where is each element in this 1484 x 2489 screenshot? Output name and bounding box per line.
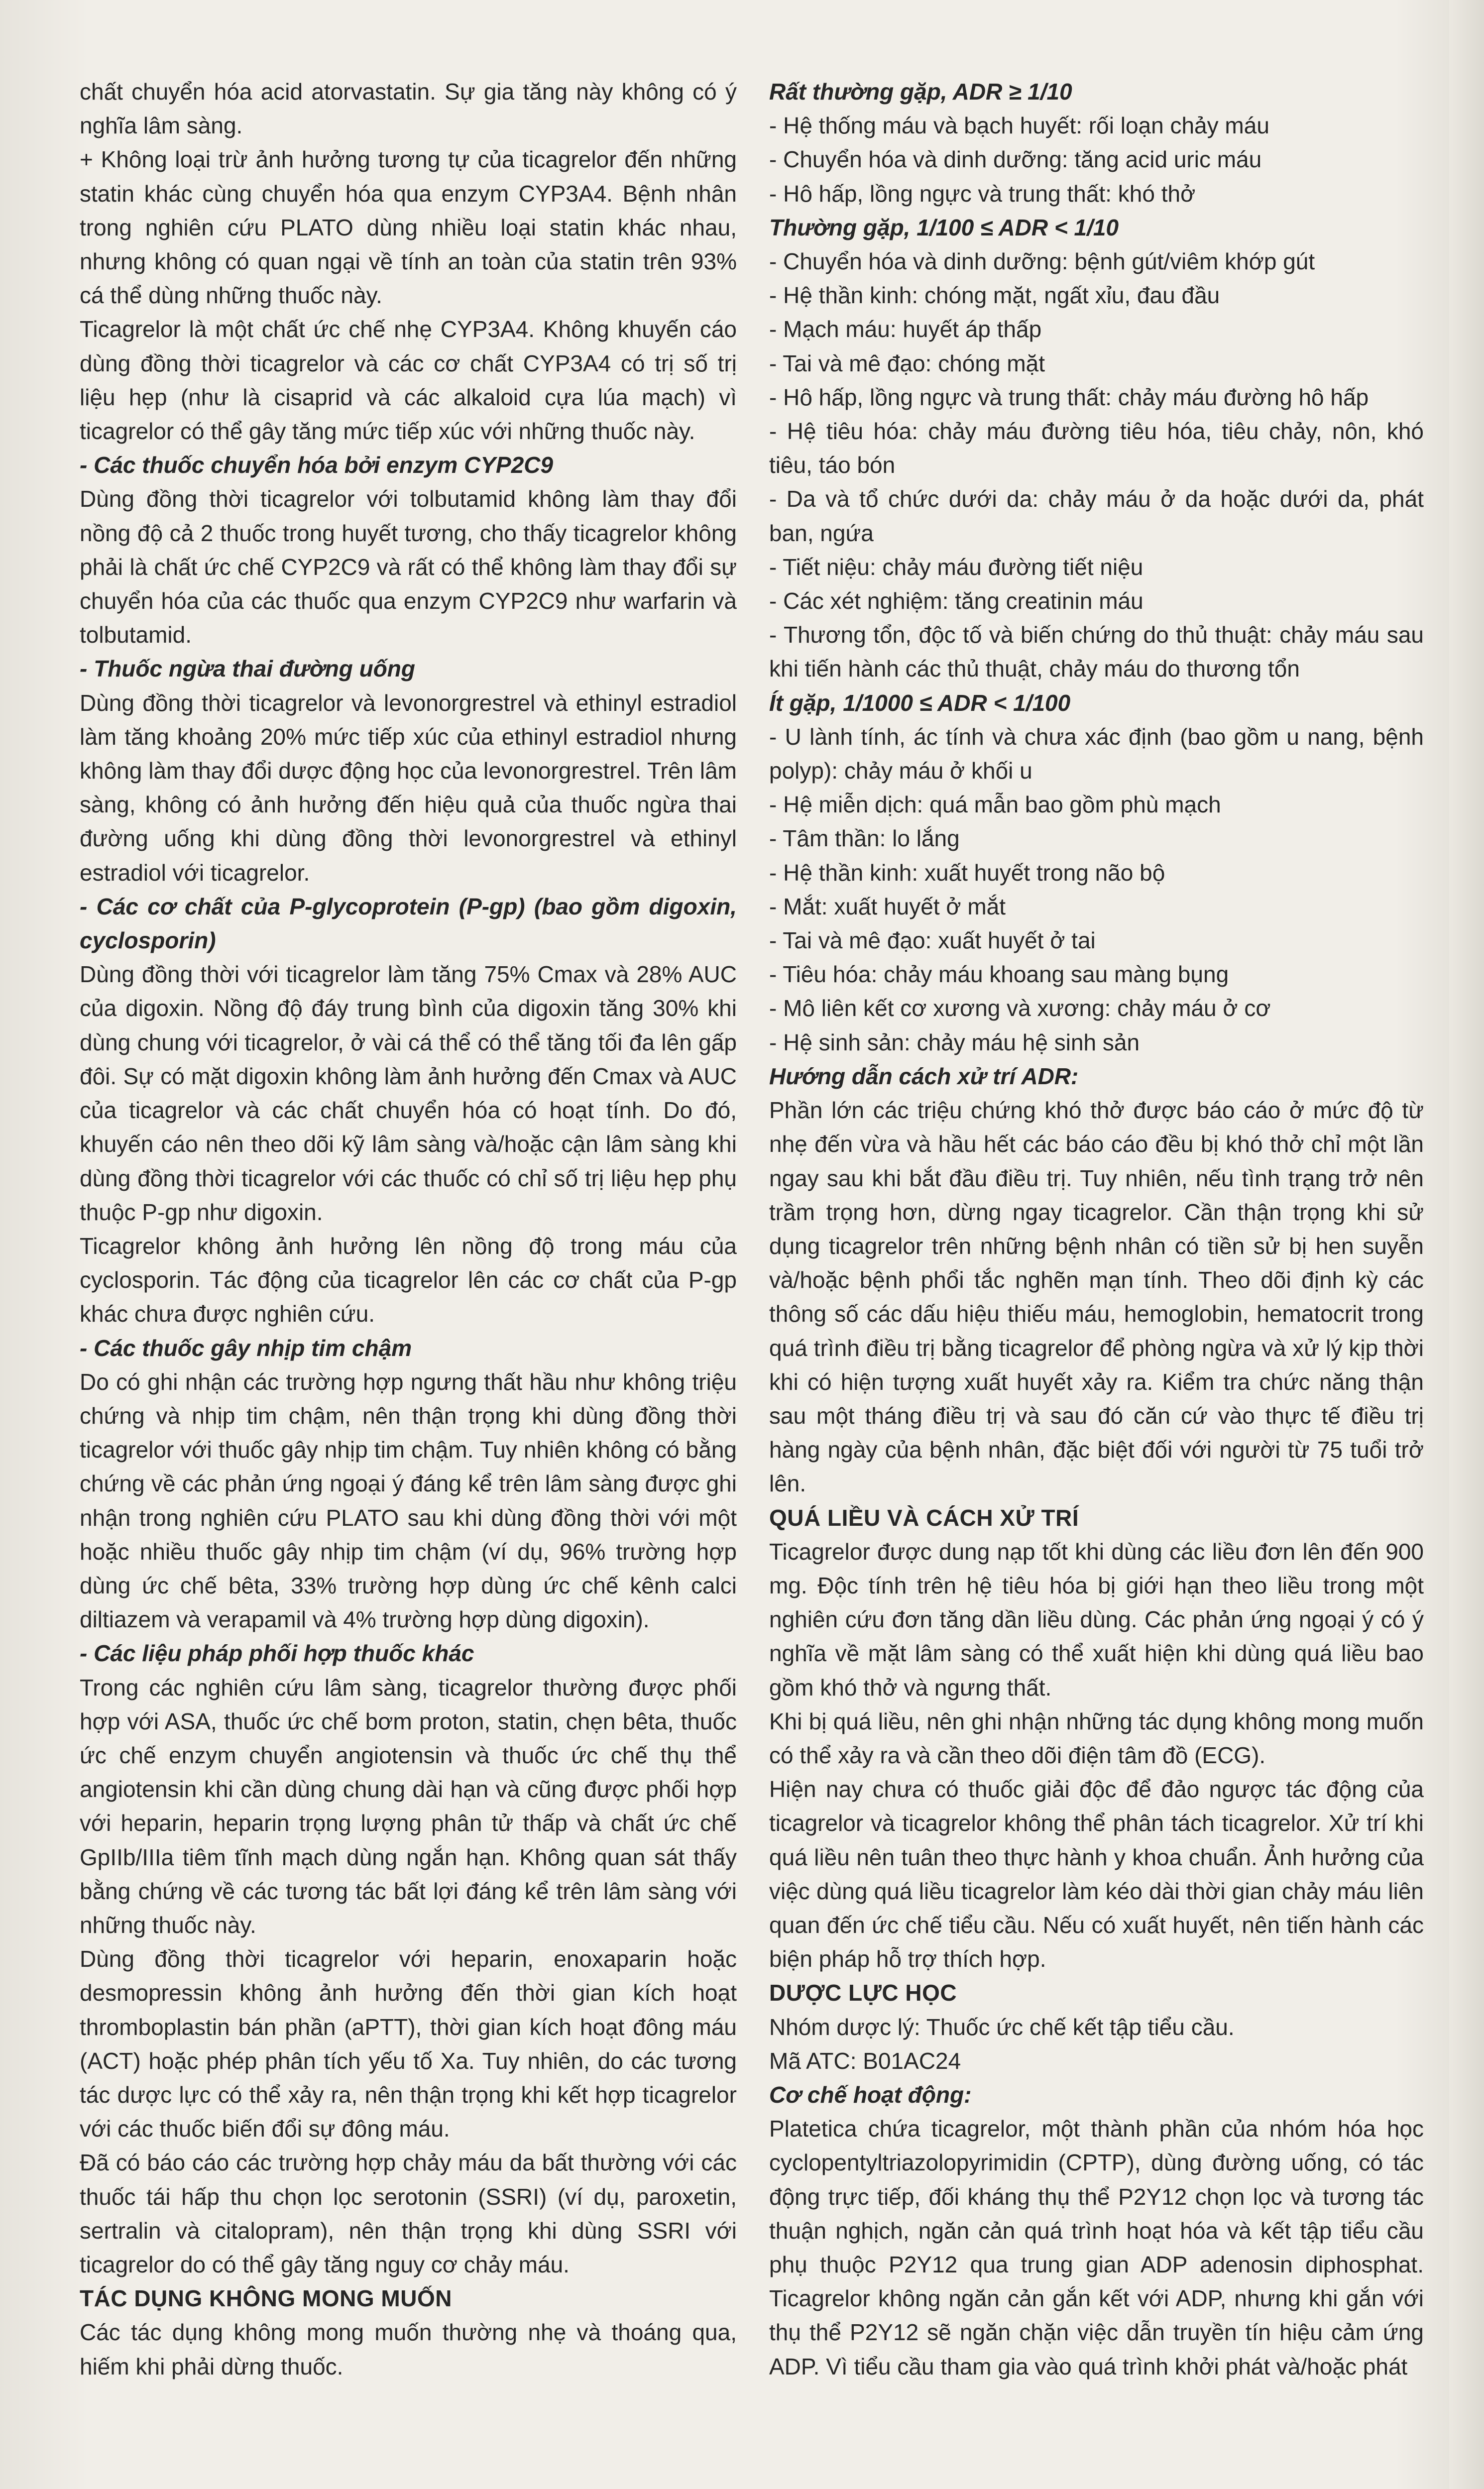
subheading: Ít gặp, 1/1000 ≤ ADR < 1/100 (769, 689, 1071, 716)
list-item: - Hô hấp, lồng ngực và trung thất: khó thở (769, 180, 1196, 207)
list-item: - Tai và mê đạo: chóng mặt (769, 350, 1045, 376)
list-item: - Các xét nghiệm: tăng creatinin máu (769, 588, 1143, 614)
paragraph: Ticagrelor là một chất ức chế nhẹ CYP3A4. Không khuyến cáo dùng đồng thời ticagrelor và các cơ chất CYP3A4 có trị số trị liệu hẹp (như là cisaprid và các alkaloid cựa lúa mạch) vì ticagrelor có thể gây tăng mức tiếp xúc với những thuốc này. (80, 316, 737, 445)
paragraph: + Không loại trừ ảnh hưởng tương tự của ticagrelor đến những statin khác cùng chuyển hóa qua enzym CYP3A4. Bệnh nhân trong nghiên cứu PLATO dùng nhiều loại statin khác nhau, nhưng không có quan ngại về tính an toàn của statin trên 93% cá thể dùng những thuốc này. (80, 146, 737, 309)
section-heading: TÁC DỤNG KHÔNG MONG MUỐN (80, 2285, 452, 2312)
paragraph: Ticagrelor không ảnh hưởng lên nồng độ trong máu của cyclosporin. Tác động của ticagrelor lên các cơ chất của P-gp khác chưa được nghiên cứu. (80, 1233, 737, 1327)
paragraph: chất chuyển hóa acid atorvastatin. Sự gia tăng này không có ý nghĩa lâm sàng. (80, 79, 737, 139)
paragraph: - Da và tổ chức dưới da: chảy máu ở da hoặc dưới da, phát ban, ngứa (769, 486, 1424, 546)
list-item: - Tiêu hóa: chảy máu khoang sau màng bụng (769, 961, 1229, 988)
paragraph: - Thương tổn, độc tố và biến chứng do thủ thuật: chảy máu sau khi tiến hành các thủ thuật, chảy máu do thương tổn (769, 622, 1424, 682)
list-item: - Mạch máu: huyết áp thấp (769, 316, 1042, 342)
paragraph: Ticagrelor được dung nạp tốt khi dùng các liều đơn lên đến 900 mg. Độc tính trên hệ tiêu hóa bị giới hạn theo liều trong một nghiên cứu đơn tăng dần liều dùng. Các phản ứng ngoại ý có ý nghĩa về mặt lâm sàng có thể xuất hiện khi dùng quá liều bao gồm khó thở và ngưng thất. (769, 1538, 1424, 1700)
list-item: - Hệ sinh sản: chảy máu hệ sinh sản (769, 1029, 1140, 1055)
paragraph: Dùng đồng thời ticagrelor với tolbutamid không làm thay đổi nồng độ cả 2 thuốc trong huyết tương, cho thấy ticagrelor không phải là chất ức chế CYP2C9 và rất có thể không làm thay đổi sự chuyển hóa của các thuốc qua enzym CYP2C9 như warfarin và tolbutamid. (80, 486, 737, 648)
list-item: - Mô liên kết cơ xương và xương: chảy máu ở cơ (769, 995, 1271, 1021)
list-item: - Hệ thần kinh: xuất huyết trong não bộ (769, 859, 1165, 886)
list-item: - Tiết niệu: chảy máu đường tiết niệu (769, 554, 1143, 580)
paragraph: Do có ghi nhận các trường hợp ngưng thất hầu như không triệu chứng và nhịp tim chậm, nên thận trọng khi dùng đồng thời ticagrelor với thuốc gây nhịp tim chậm. Tuy nhiên không có bằng chứng về các phản ứng ngoại ý đáng kể trên lâm sàng được ghi nhận trong nghiên cứu PLATO sau khi dùng đồng thời với một hoặc nhiều thuốc gây nhịp tim chậm (ví dụ, 96% trường hợp dùng ức chế bêta, 33% trường hợp dùng ức chế kênh calci diltiazem và verapamil và 4% trường hợp dùng digoxin). (80, 1368, 737, 1633)
paragraph: Nhóm dược lý: Thuốc ức chế kết tập tiểu cầu. (769, 2014, 1235, 2040)
paragraph: Mã ATC: B01AC24 (769, 2047, 961, 2074)
paragraph: Đã có báo cáo các trường hợp chảy máu da bất thường với các thuốc tái hấp thu chọn lọc serotonin (SSRI) (ví dụ, paroxetin, sertralin và citalopram), nên thận trọng khi dùng SSRI với ticagrelor do có thể gây tăng nguy cơ chảy máu. (80, 2150, 737, 2277)
list-item: - Hệ miễn dịch: quá mẫn bao gồm phù mạch (769, 792, 1221, 818)
subheading: Cơ chế hoạt động: (769, 2081, 972, 2108)
list-item: - Hệ thống máu và bạch huyết: rối loạn chảy máu (769, 113, 1269, 139)
list-item: - Chuyển hóa và dinh dưỡng: bệnh gút/viêm khớp gút (769, 248, 1315, 275)
paragraph: Dùng đồng thời ticagrelor và levonorgrestrel và ethinyl estradiol làm tăng khoảng 20% mức tiếp xúc của ethinyl estradiol nhưng không làm thay đổi dược động học của levonorgrestrel. Trên lâm sàng, không có ảnh hưởng đến hiệu quả của thuốc ngừa thai đường uống khi dùng đồng thời levonorgrestrel và ethinyl estradiol với ticagrelor. (80, 689, 737, 886)
paragraph: Dùng đồng thời với ticagrelor làm tăng 75% Cmax và 28% AUC của digoxin. Nồng độ đáy trung bình của digoxin tăng 30% khi dùng chung với ticagrelor, ở vài cá thể có thể tăng tối đa lên gấp đôi. Sự có mặt digoxin không làm ảnh hưởng đến Cmax và AUC của ticagrelor và các chất chuyển hóa có hoạt tính. Do đó, khuyến cáo nên theo dõi kỹ lâm sàng và/hoặc cận lâm sàng khi dùng đồng thời ticagrelor với các thuốc có chỉ số trị liệu hẹp phụ thuộc P-gp như digoxin. (80, 961, 737, 1225)
paragraph: Khi bị quá liều, nên ghi nhận những tác dụng không mong muốn có thể xảy ra và cần theo dõi điện tâm đồ (ECG). (769, 1708, 1424, 1768)
page-edge-shadow (1449, 0, 1484, 2489)
subheading: - Các cơ chất của P-glycoprotein (P-gp) (bao gồm digoxin, cyclosporin) (80, 893, 737, 954)
subheading: - Thuốc ngừa thai đường uống (80, 656, 416, 682)
list-item: - Tâm thần: lo lắng (769, 825, 960, 852)
section-heading: QUÁ LIỀU VÀ CÁCH XỬ TRÍ (769, 1504, 1079, 1531)
list-item: - Tai và mê đạo: xuất huyết ở tai (769, 927, 1096, 954)
paragraph: Dùng đồng thời ticagrelor với heparin, enoxaparin hoặc desmopressin không ảnh hưởng đến thời gian kích hoạt thromboplastin bán phần (aPTT), thời gian kích hoạt đông máu (ACT) hoặc phép phân tích yếu tố Xa. Tuy nhiên, do các tương tác dược lực có thể xảy ra, nên thận trọng khi kết hợp ticagrelor với các thuốc biến đổi sự đông máu. (80, 1946, 737, 2142)
paragraph: - Hệ tiêu hóa: chảy máu đường tiêu hóa, tiêu chảy, nôn, khó tiêu, táo bón (769, 418, 1424, 478)
paragraph: Các tác dụng không mong muốn thường nhẹ và thoáng qua, hiếm khi phải dừng thuốc. (80, 2319, 737, 2379)
section-heading: DƯỢC LỰC HỌC (769, 1980, 957, 2006)
subheading: - Các thuốc chuyển hóa bởi enzym CYP2C9 (80, 452, 554, 478)
subheading: Hướng dẫn cách xử trí ADR: (769, 1063, 1079, 1089)
list-item: - Hệ thần kinh: chóng mặt, ngất xỉu, đau đầu (769, 282, 1220, 309)
subheading: Rất thường gặp, ADR ≥ 1/10 (769, 79, 1072, 105)
paragraph: Platetica chứa ticagrelor, một thành phần của nhóm hóa học cyclopentyltriazolopyrimidin (CPTP), dùng đường uống, có tác động trực tiếp, đối kháng thụ thể P2Y12 chọn lọc và tương tác thuận nghịch, ngăn cản quá trình hoạt hóa và kết tập tiểu cầu phụ thuộc P2Y12 qua trung gian ADP adenosin diphosphat. Ticagrelor không ngăn cản gắn kết với ADP, nhưng khi gắn với thụ thể P2Y12 sẽ ngăn chặn việc dẫn truyền tín hiệu cảm ứng ADP. Vì tiểu cầu tham gia vào quá trình khởi phát và/hoặc phát (769, 2116, 1424, 2379)
right-text-column (769, 75, 1424, 2383)
left-text-column (80, 75, 737, 2383)
paragraph: - U lành tính, ác tính và chưa xác định (bao gồm u nang, bệnh polyp): chảy máu ở khối u (769, 723, 1424, 784)
paragraph: Phần lớn các triệu chứng khó thở được báo cáo ở mức độ từ nhẹ đến vừa và hầu hết các báo cáo đều bị khó thở chỉ một lần ngay sau khi bắt đầu điều trị. Tuy nhiên, nếu tình trạng trở nên trầm trọng hơn, dừng ngay ticagrelor. Cần thận trọng khi sử dụng ticagrelor trên những bệnh nhân có tiền sử bị hen suyễn và/hoặc bệnh phổi tắc nghẽn mạn tính. Theo dõi định kỳ các thông số các dấu hiệu thiếu máu, hemoglobin, hematocrit trong quá trình điều trị bằng ticagrelor để phòng ngừa và xử lý kịp thời khi có hiện tượng xuất huyết xảy ra. Kiểm tra chức năng thận sau một tháng điều trị và sau đó căn cứ vào thực tế điều trị hàng ngày của bệnh nhân, đặc biệt đối với người từ 75 tuổi trở lên. (769, 1097, 1424, 1497)
subheading: - Các thuốc gây nhịp tim chậm (80, 1335, 412, 1361)
list-item: - Hô hấp, lồng ngực và trung thất: chảy máu đường hô hấp (769, 384, 1369, 410)
list-item: - Mắt: xuất huyết ở mắt (769, 893, 1006, 919)
subheading: Thường gặp, 1/100 ≤ ADR < 1/10 (769, 214, 1119, 240)
paragraph: Hiện nay chưa có thuốc giải độc để đảo ngược tác động của ticagrelor và ticagrelor không thể phân tách ticagrelor. Xử trí khi quá liều nên tuân theo thực hành y khoa chuẩn. Ảnh hưởng của việc dùng quá liều ticagrelor làm kéo dài thời gian chảy máu liên quan đến ức chế tiểu cầu. Nếu có xuất huyết, nên tiến hành các biện pháp hỗ trợ thích hợp. (769, 1776, 1424, 1972)
paragraph: Trong các nghiên cứu lâm sàng, ticagrelor thường được phối hợp với ASA, thuốc ức chế bơm proton, statin, chẹn bêta, thuốc ức chế enzym chuyển angiotensin và thuốc ức chế thụ thể angiotensin khi cần dùng chung dài hạn và cũng được phối hợp với heparin, heparin trọng lượng phân tử thấp và chất ức chế GpIIb/IIIa tiêm tĩnh mạch dùng ngắn hạn. Không quan sát thấy bằng chứng về các tương tác bất lợi đáng kể trên lâm sàng với những thuốc này. (80, 1674, 737, 1938)
subheading: - Các liệu pháp phối hợp thuốc khác (80, 1640, 474, 1667)
list-item: - Chuyển hóa và dinh dưỡng: tăng acid uric máu (769, 146, 1262, 173)
